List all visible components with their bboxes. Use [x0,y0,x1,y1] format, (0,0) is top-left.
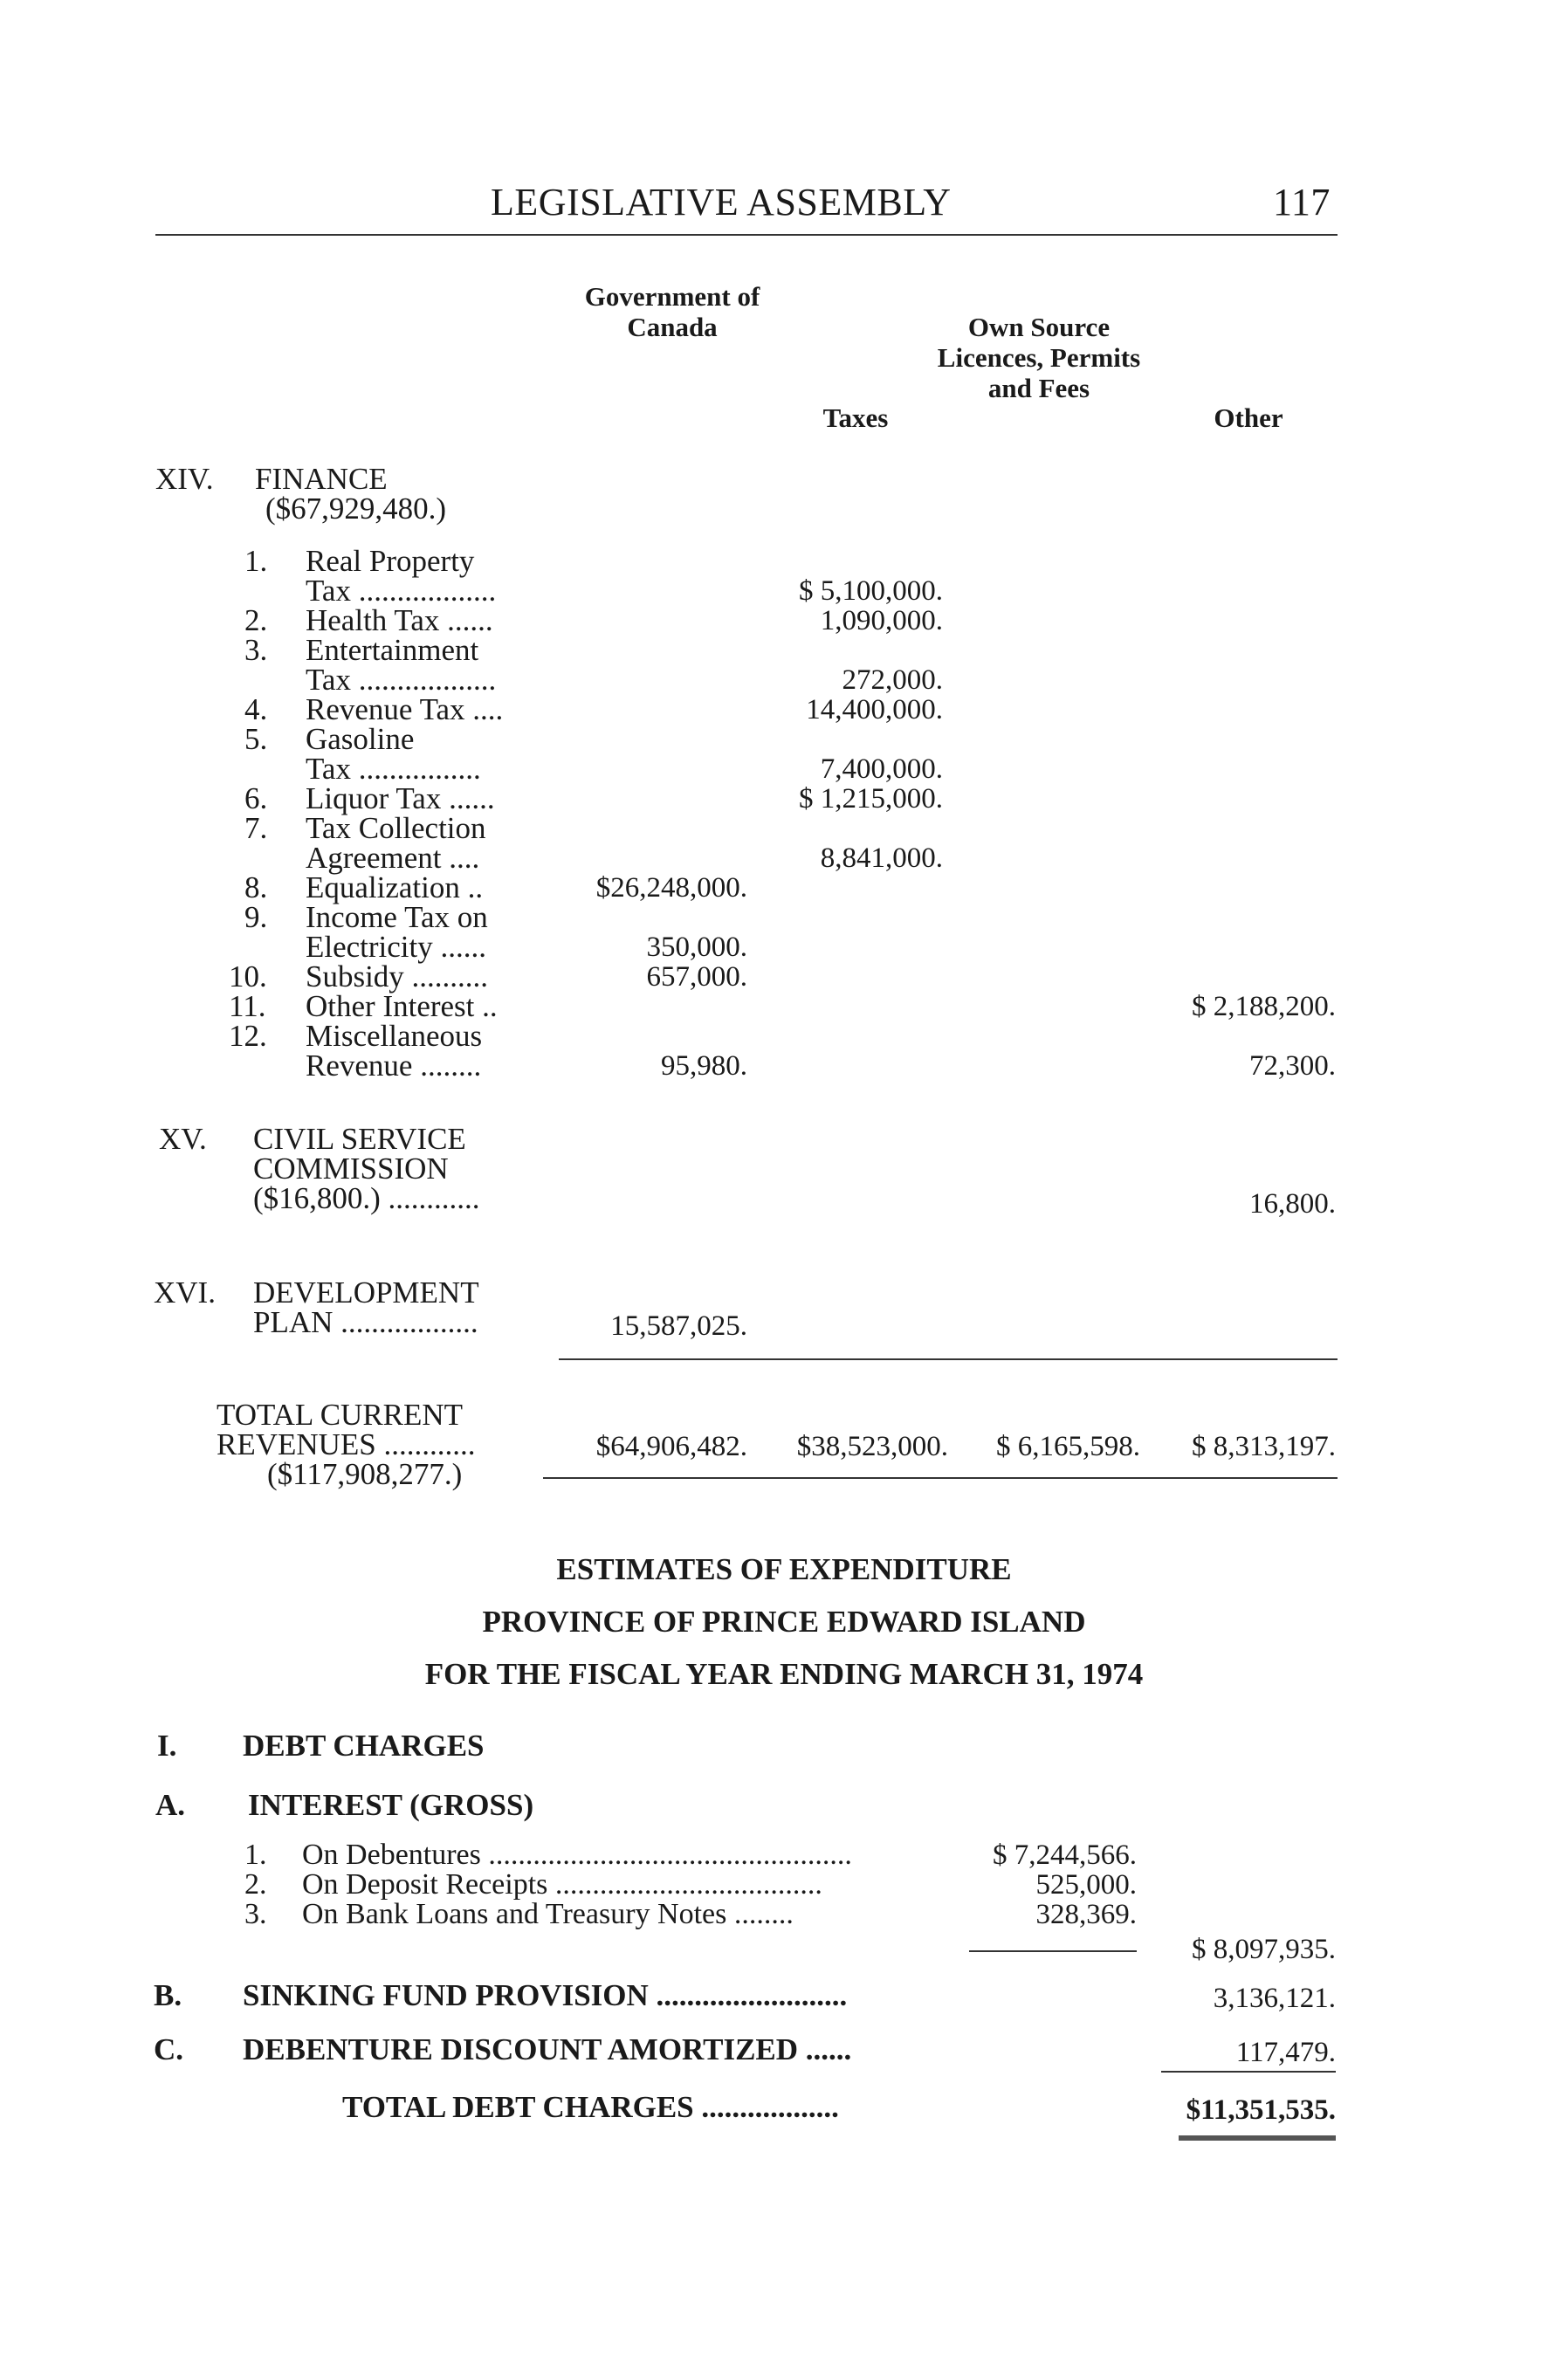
item-number: 4. [244,692,268,726]
development-gov-value: 15,587,025. [610,1310,747,1342]
sinking-letter: B. [154,1978,182,2012]
totals-title-2: REVENUES ............ [217,1427,476,1461]
item-taxes-value: 8,841,000. [820,842,943,874]
development-title-2: PLAN .................. [253,1305,478,1339]
item-gov-value: 95,980. [661,1050,747,1082]
interest-item-number: 1. [244,1839,267,1871]
item-label: Miscellaneous [306,1019,483,1053]
item-number: 8. [244,870,268,904]
item-gov-value: 350,000. [646,932,747,963]
header-rule [155,234,1338,236]
totals-own-value: $ 6,165,598. [996,1431,1140,1462]
totals-gov-value: $64,906,482. [595,1431,747,1462]
column-header-own-source: Own Source Licences, Permits and Fees [937,312,1141,403]
item-number: 2. [244,603,268,637]
estimates-heading-3: FOR THE FISCAL YEAR ENDING MARCH 31, 1974 [424,1657,1144,1691]
item-label: Real Property [306,544,475,578]
item-label: Equalization .. [306,870,484,904]
total-debt-amount: $11,351,535. [1186,2094,1336,2126]
item-gov-value: $26,248,000. [595,872,747,904]
interest-item-amount: 328,369. [1035,1899,1137,1930]
civil-service-other-value: 16,800. [1249,1188,1336,1220]
interest-subtotal-rule [969,1950,1137,1952]
totals-top-rule [559,1358,1338,1360]
item-number: 3. [244,633,268,667]
item-taxes-value: 7,400,000. [820,753,943,785]
item-taxes-value: 272,000. [842,664,943,696]
section-roman-xv: XV. [159,1122,207,1156]
item-label: Tax Collection [306,811,486,845]
item-label-cont: Revenue ........ [306,1048,482,1083]
item-other-value: 72,300. [1249,1050,1336,1082]
discount-letter: C. [154,2032,184,2066]
column-header-taxes: Taxes [822,402,889,433]
development-title-1: DEVELOPMENT [253,1275,479,1310]
discount-label: DEBENTURE DISCOUNT AMORTIZED ...... [243,2032,852,2066]
interest-item-number: 3. [244,1898,267,1930]
item-other-value: $ 2,188,200. [1192,991,1336,1022]
page-number: 117 [1273,181,1331,223]
interest-subtotal: $ 8,097,935. [1192,1934,1336,1965]
total-debt-top-rule [1161,2071,1336,2073]
item-taxes-value: $ 5,100,000. [799,575,943,607]
item-label: Entertainment [306,633,479,667]
item-taxes-value: 14,400,000. [806,694,943,725]
item-gov-value: 657,000. [646,961,747,993]
interest-letter: A. [155,1788,186,1822]
section-amount-finance: ($67,929,480.) [265,492,447,526]
section-roman-xvi: XVI. [154,1275,216,1310]
item-number: 7. [244,811,268,845]
estimates-heading-2: PROVINCE OF PRINCE EDWARD ISLAND [482,1605,1086,1639]
sinking-amount: 3,136,121. [1213,1983,1336,2014]
totals-other-value: $ 8,313,197. [1192,1431,1336,1462]
totals-title-1: TOTAL CURRENT [217,1398,464,1432]
item-label: Income Tax on [306,900,488,934]
item-label: Subsidy .......... [306,959,489,993]
item-number: 5. [244,722,268,756]
item-label: Gasoline [306,722,415,756]
totals-taxes-value: $38,523,000. [796,1431,948,1462]
interest-item-number: 2. [244,1868,267,1901]
item-label: Health Tax ...... [306,603,493,637]
debt-title: DEBT CHARGES [243,1729,485,1763]
total-debt-label: TOTAL DEBT CHARGES .................. [342,2090,839,2124]
item-number: 9. [244,900,268,934]
column-header-gov-canada: Government of Canada [584,281,760,342]
interest-title: INTEREST (GROSS) [248,1788,534,1822]
interest-item-label: On Deposit Receipts .................................... [302,1868,822,1901]
section-title-finance: FINANCE [255,462,388,496]
debt-roman: I. [157,1729,177,1763]
civil-service-title-2: COMMISSION [253,1152,449,1186]
total-debt-double-rule [1179,2135,1336,2141]
column-header-other: Other [1214,402,1283,433]
item-taxes-value: $ 1,215,000. [799,783,943,815]
item-number: 6. [244,781,268,815]
item-number: 12. [229,1019,267,1053]
civil-service-title-1: CIVIL SERVICE [253,1122,466,1156]
item-label-cont: Electricity ...... [306,930,487,964]
item-number: 11. [229,989,266,1023]
totals-amount: ($117,908,277.) [267,1457,463,1491]
item-number: 1. [244,544,268,578]
item-label-cont: Agreement .... [306,841,480,875]
section-roman-xiv: XIV. [155,462,214,496]
interest-item-label: On Bank Loans and Treasury Notes ........ [302,1898,794,1930]
totals-bottom-rule [543,1477,1338,1479]
interest-item-amount: $ 7,244,566. [993,1839,1137,1871]
item-label-cont: Tax ................ [306,752,481,786]
item-number: 10. [229,959,267,993]
interest-item-amount: 525,000. [1035,1869,1137,1901]
item-label: Other Interest .. [306,989,498,1023]
item-taxes-value: 1,090,000. [820,605,943,636]
item-label: Liquor Tax ...... [306,781,495,815]
page-header-title: LEGISLATIVE ASSEMBLY [491,181,952,223]
item-label-cont: Tax .................. [306,663,497,697]
estimates-heading-1: ESTIMATES OF EXPENDITURE [556,1552,1012,1586]
discount-amount: 117,479. [1235,2037,1336,2068]
civil-service-amount: ($16,800.) ............ [253,1181,480,1215]
interest-item-label: On Debentures ................................................. [302,1839,852,1871]
sinking-label: SINKING FUND PROVISION ......................... [243,1978,848,2012]
item-label-cont: Tax .................. [306,574,497,608]
item-label: Revenue Tax .... [306,692,504,726]
